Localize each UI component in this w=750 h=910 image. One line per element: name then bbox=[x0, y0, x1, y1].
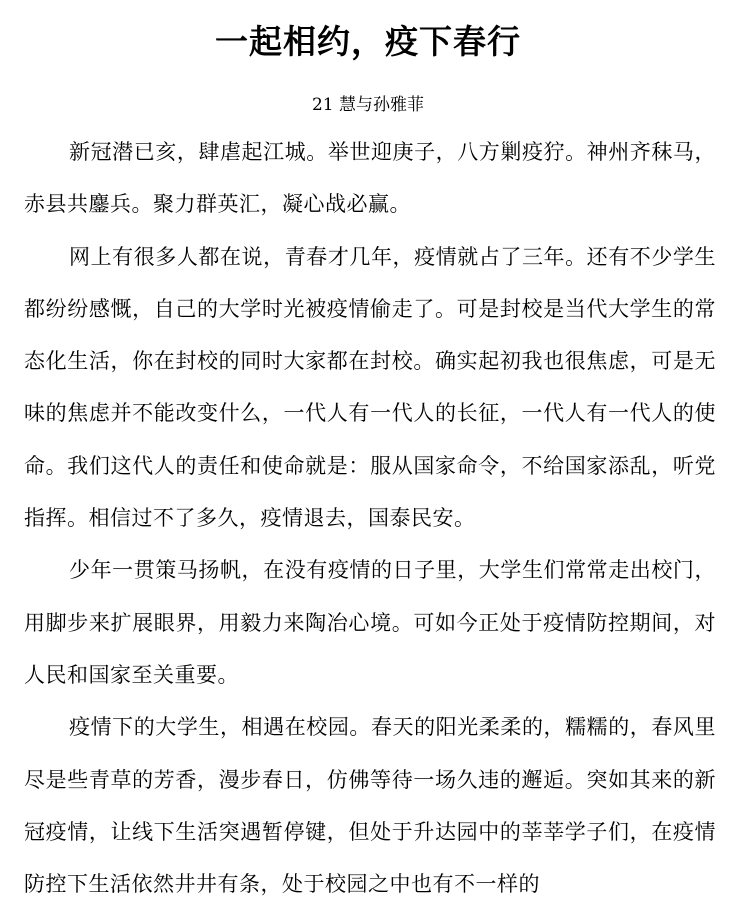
paragraph-4: 疫情下的大学生，相遇在校园。春天的阳光柔柔的，糯糯的，春风里尽是些青草的芳香，漫步春日，仿佛等待一场久违的邂逅。突如其来的新冠疫情，让线下生活突遇暂停键，但处于升达园中的莘莘学子们，在疫情防控下生活依然井井有条，处于校园之中也有不一样的 bbox=[24, 715, 716, 897]
paragraph-1: 新冠潜已亥，肆虐起江城。举世迎庚子，八方剿疫狞。神州齐秣马，赤县共鏖兵。聚力群英汇，凝心战必赢。 bbox=[24, 140, 716, 217]
document-body bbox=[24, 126, 716, 910]
paragraph-3: 少年一贯策马扬帆，在没有疫情的日子里，大学生们常常走出校门，用脚步来扩展眼界，用毅力来陶冶心境。可如今正处于疫情防控期间，对人民和国家至关重要。 bbox=[24, 558, 716, 687]
paragraph-2: 网上有很多人都在说，青春才几年，疫情就占了三年。还有不少学生都纷纷感慨，自己的大学时光被疫情偷走了。可是封校是当代大学生的常态化生活，你在封校的同时大家都在封校。确实起初我也很焦虑，可是无味的焦虑并不能改变什么，一代人有一代人的长征，一代人有一代人的使命。我们这代人的责任和使命就是：服从国家命令，不给国家添乱，听党指挥。相信过不了多久，疫情退去，国泰民安。 bbox=[24, 244, 716, 531]
document-author: 21 慧与孙雅菲 bbox=[311, 95, 425, 115]
document-title: 一起相约，疫下春行 bbox=[215, 22, 521, 61]
